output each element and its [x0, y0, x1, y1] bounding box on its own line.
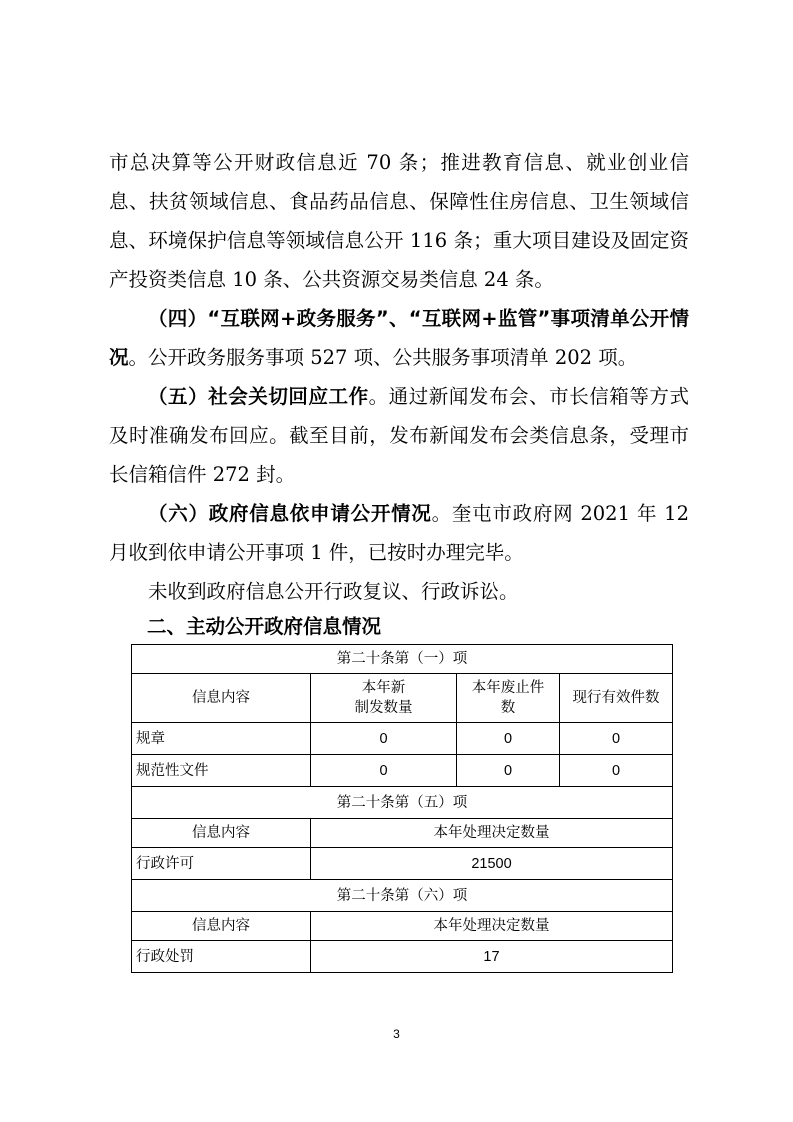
- table-header-row: [132, 912, 673, 941]
- table-section-row: [132, 880, 673, 912]
- paragraph-fiscal-info: 市总决算等公开财政信息近 70 条；推进教育信息、就业创业信息、扶贫领域信息、食品药品信息、保障性住房信息、卫生领域信息、环境保护信息等领域信息公开 116 条；重大项目建设及固定资产投资类信息 10 条、公共资源交易类信息 24 条。: [109, 151, 689, 291]
- section-title-article20-1: 第二十条第（一）项: [132, 645, 673, 674]
- paragraph-social-concerns-text: 。通过新闻发布会、市长信箱等方式及时准确发布回应。截至目前，发布新闻发布会类信息条，受理市长信箱信件 272 封。: [109, 385, 689, 486]
- row-decision-value: 21500: [311, 848, 673, 880]
- paragraph-internet-services-text: 。公开政务服务事项 527 项、公共服务事项清单 202 项。: [128, 346, 638, 369]
- section-title-article20-6: 第二十条第（六）项: [132, 880, 673, 912]
- paragraph-social-concerns: [109, 377, 689, 494]
- subheading-application-disclosure: （六）政府信息依申请公开情况: [148, 502, 432, 525]
- table-row: [132, 723, 673, 755]
- paragraph-application-disclosure: [109, 494, 689, 572]
- header-decision-count: 本年处理决定数量: [311, 912, 673, 941]
- row-new-value: 0: [311, 723, 457, 755]
- row-label: 行政处罚: [132, 941, 311, 973]
- paragraph-no-review: 未收到政府信息公开行政复议、行政诉讼。: [148, 580, 519, 603]
- paragraph-internet-services: [109, 299, 689, 377]
- row-label: 行政许可: [132, 848, 311, 880]
- page-number: 3: [393, 1027, 400, 1041]
- header-abolished: 本年废止件 数: [457, 674, 560, 723]
- header-content: 信息内容: [132, 674, 311, 723]
- header-content: 信息内容: [132, 912, 311, 941]
- disclosure-table: [131, 644, 673, 973]
- table-row: [132, 848, 673, 880]
- header-decision-count: 本年处理决定数量: [311, 819, 673, 848]
- header-new: 本年新 制发数量: [311, 674, 457, 723]
- table-row: [132, 755, 673, 787]
- row-abolished-value: 0: [457, 723, 560, 755]
- table-header-row: [132, 819, 673, 848]
- subheading-social-concerns: （五）社会关切回应工作: [148, 385, 369, 408]
- row-valid-value: 0: [560, 723, 673, 755]
- header-valid: 现行有效件数: [560, 674, 673, 723]
- row-valid-value: 0: [560, 755, 673, 787]
- section-heading: 二、主动公开政府信息情况: [147, 615, 382, 638]
- table-section-row: [132, 645, 673, 674]
- paragraph-application-disclosure-text: 。奎屯市政府网 2021 年 12 月收到依申请公开事项 1 件，已按时办理完毕。: [109, 502, 689, 564]
- table-row: [132, 941, 673, 973]
- subheading-internet-services: （四）“互联网+政务服务”、“互联网+监管”事项清单公开情况: [109, 307, 689, 369]
- row-abolished-value: 0: [457, 755, 560, 787]
- row-label: 规章: [132, 723, 311, 755]
- table-header-row: [132, 674, 673, 723]
- row-decision-value: 17: [311, 941, 673, 973]
- section-title-article20-5: 第二十条第（五）项: [132, 787, 673, 819]
- row-label: 规范性文件: [132, 755, 311, 787]
- table-section-row: [132, 787, 673, 819]
- header-content: 信息内容: [132, 819, 311, 848]
- row-new-value: 0: [311, 755, 457, 787]
